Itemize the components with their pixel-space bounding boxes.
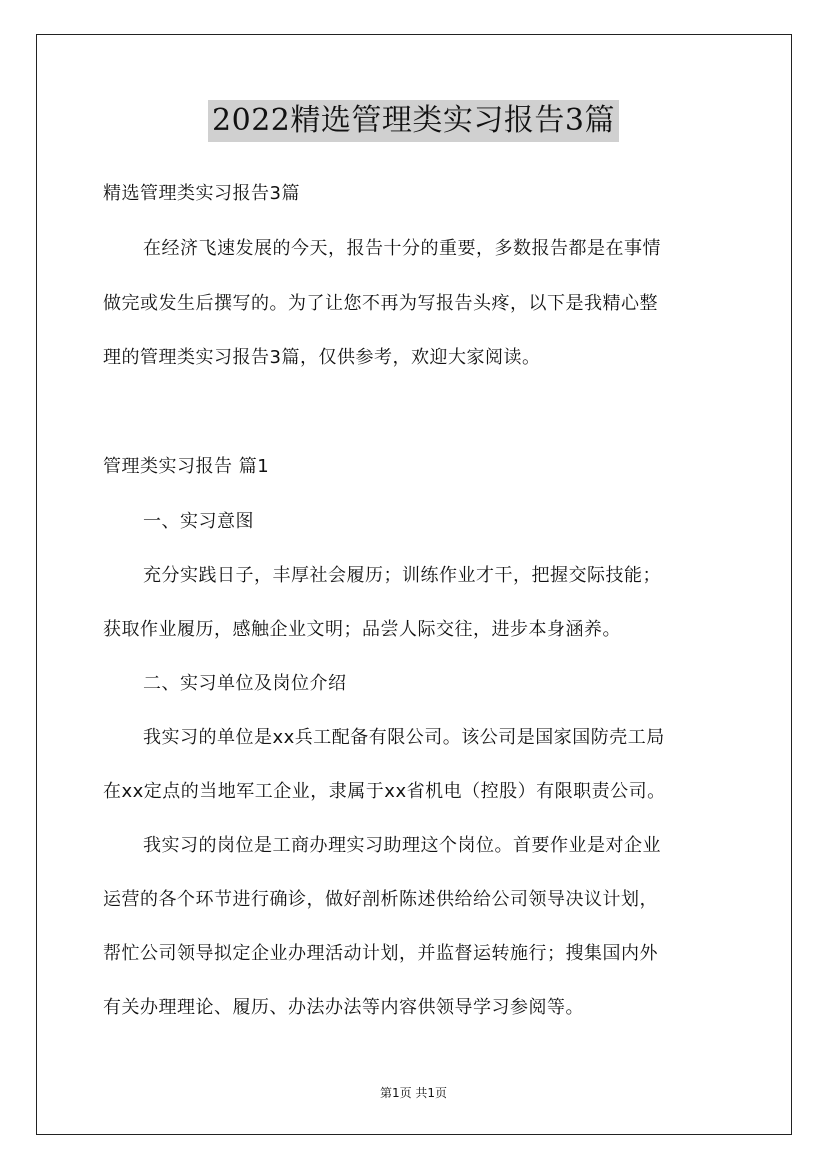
section-heading: 管理类实习报告 篇1 xyxy=(103,456,270,477)
purpose-line-1: 充分实践日子，丰厚社会履历；训练作业才干，把握交际技能； xyxy=(143,565,661,586)
purpose-heading: 一、实习意图 xyxy=(143,511,254,532)
post-line-2: 运营的各个环节进行确诊，做好剖析陈述供给给公司领导决议计划， xyxy=(103,889,658,910)
unit-heading: 二、实习单位及岗位介绍 xyxy=(143,673,347,694)
post-line-4: 有关办理理论、履历、办法办法等内容供领导学习参阅等。 xyxy=(103,997,584,1018)
subtitle: 精选管理类实习报告3篇 xyxy=(103,183,300,204)
intro-line-1: 在经济飞速发展的今天，报告十分的重要，多数报告都是在事情 xyxy=(143,238,661,259)
page-footer: 第1页 共1页 xyxy=(379,1086,448,1100)
intro-line-3: 理的管理类实习报告3篇，仅供参考，欢迎大家阅读。 xyxy=(103,347,541,368)
unit-line-1: 我实习的单位是xx兵工配备有限公司。该公司是国家国防壳工局 xyxy=(143,727,665,748)
title-container xyxy=(0,100,827,142)
purpose-line-2: 获取作业履历，感触企业文明；品尝人际交往，进步本身涵养。 xyxy=(103,619,621,640)
unit-line-2: 在xx定点的当地军工企业，隶属于xx省机电（控股）有限职责公司。 xyxy=(103,781,666,802)
post-line-3: 帮忙公司领导拟定企业办理活动计划，并监督运转施行；搜集国内外 xyxy=(103,943,658,964)
post-line-1: 我实习的岗位是工商办理实习助理这个岗位。首要作业是对企业 xyxy=(143,835,661,856)
intro-line-2: 做完或发生后撰写的。为了让您不再为写报告头疼，以下是我精心整 xyxy=(103,293,658,314)
document-title: 2022精选管理类实习报告3篇 xyxy=(208,100,619,142)
